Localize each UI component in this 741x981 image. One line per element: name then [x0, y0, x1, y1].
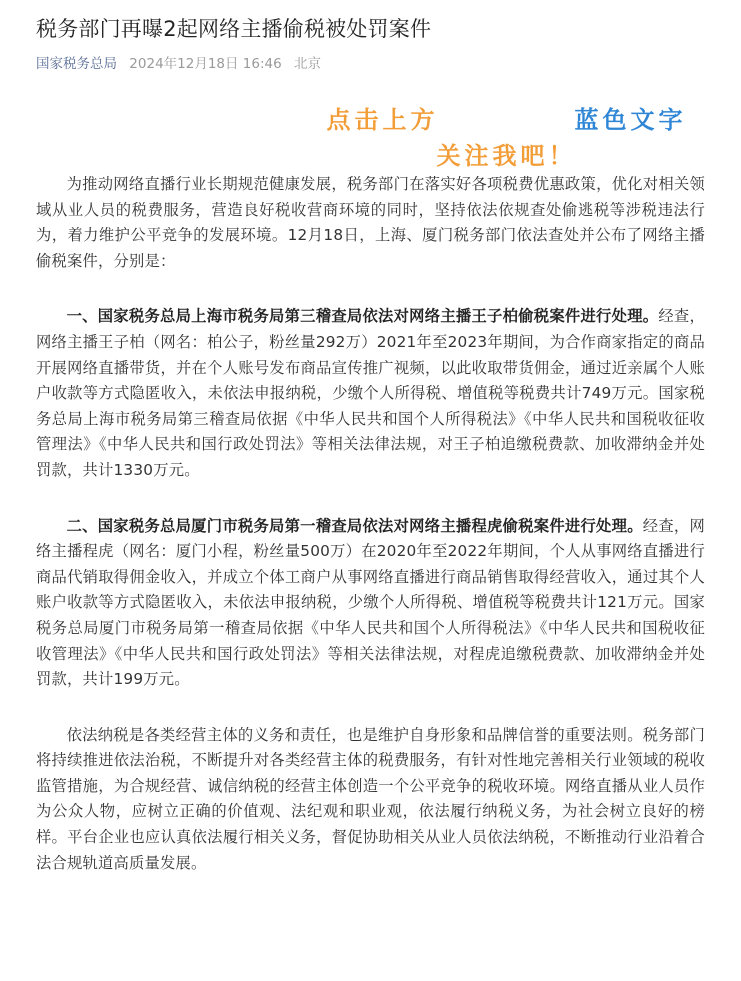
follow-banner-part1: 点击上方	[326, 106, 439, 134]
article-title: 税务部门再曝2起网络主播偷税被处罚案件	[36, 17, 432, 41]
case2-body: 经查，网络主播程虎（网名：厦门小程，粉丝量500万）在2020年至2022年期间，个人从事网络直播进行商品代销取得佣金收入，并成立个体工商户从事网络直播进行商品销售取得经营收入，通过其个人账户收款等方式隐匿收入，未依法申报纳税，少缴个人所得税、增值税等税费共计121万元。国家税务总局厦门市税务局第一稽查局依据《中华人民共和国个人所得税法》《中华人民共和国税收征收管理法》《中华人民共和国行政处罚法》等相关法律法规，对程虎追缴税费款、加收滞纳金并处罚款，共计199万元。	[36, 516, 705, 689]
case1-paragraph	[36, 304, 705, 483]
article-date: 2024年12月18日 16:46	[129, 56, 282, 72]
article-source-link[interactable]: 国家税务总局	[36, 56, 117, 72]
follow-banner-text	[172, 102, 705, 174]
case2-heading: 二、国家税务总局厦门市税务局第一稽查局依法对网络主播程虎偷税案件进行处理。	[66, 516, 643, 535]
follow-banner-part3: 关注我吧！	[436, 142, 577, 170]
case1-body: 经查，网络主播王子柏（网名：柏公子，粉丝量292万）2021年至2023年期间，为合作商家指定的商品开展网络直播带货，并在个人账号发布商品宣传推广视频，以此收取带货佣金，通过近亲属个人账户收款等方式隐匿收入，未依法申报纳税，少缴个人所得税、增值税等税费共计749万元。国家税务总局上海市税务局第三稽查局依据《中华人民共和国个人所得税法》《中华人民共和国税收征收管理法》《中华人民共和国行政处罚法》等相关法律法规，对王子柏追缴税费款、加收滞纳金并处罚款，共计1330万元。	[36, 307, 705, 479]
article-meta	[36, 54, 705, 74]
follow-banner	[36, 102, 705, 170]
case2-paragraph	[36, 514, 705, 693]
case1-heading: 一、国家税务总局上海市税务局第三稽查局依法对网络主播王子柏偷税案件进行处理。	[66, 307, 659, 326]
intro-paragraph: 为推动网络直播行业长期规范健康发展，税务部门在落实好各项税费优惠政策，优化对相关领域从业人员的税费服务，营造良好税收营商环境的同时，坚持依法依规查处偷逃税等涉税违法行为，着力维护公平竞争的发展环境。12月18日，上海、厦门税务部门依法查处并公布了网络主播偷税案件，分别是：	[36, 175, 705, 270]
article-location: 北京	[294, 56, 322, 72]
closing-paragraph: 依法纳税是各类经营主体的义务和责任，也是维护自身形象和品牌信誉的重要法则。税务部门将持续推进依法治税，不断提升对各类经营主体的税费服务，有针对性地完善相关行业领域的税收监管措施，为合规经营、诚信纳税的经营主体创造一个公平竞争的税收环境。网络直播从业人员作为公众人物，应树立正确的价值观、法纪观和职业观，依法履行纳税义务，为社会树立良好的榜样。平台企业也应认真依法履行相关义务，督促协助相关从业人员依法纳税，不断推动行业沿着合法合规轨道高质量发展。	[36, 725, 705, 872]
follow-banner-part2: 蓝色文字	[574, 106, 687, 134]
